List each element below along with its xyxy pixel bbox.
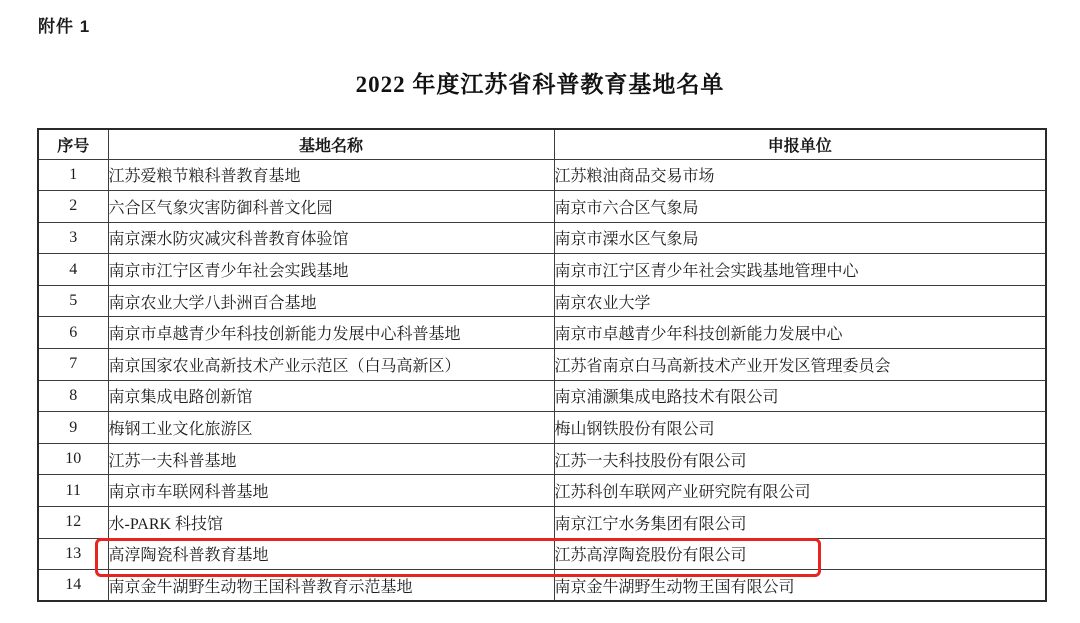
row-index: 11	[38, 475, 108, 507]
row-index: 6	[38, 317, 108, 349]
table-row	[38, 317, 1046, 349]
declaring-unit: 梅山钢铁股份有限公司	[554, 412, 1046, 444]
base-name: 南京市卓越青少年科技创新能力发展中心科普基地	[108, 317, 554, 349]
table-row	[38, 254, 1046, 286]
table-row	[38, 222, 1046, 254]
declaring-unit: 江苏一夫科技股份有限公司	[554, 443, 1046, 475]
declaring-unit: 南京市卓越青少年科技创新能力发展中心	[554, 317, 1046, 349]
declaring-unit: 南京市六合区气象局	[554, 191, 1046, 223]
document-title: 2022 年度江苏省科普教育基地名单	[355, 72, 725, 97]
table-row	[38, 349, 1046, 381]
table-row	[38, 380, 1046, 412]
header-cell-declaring-unit: 申报单位	[554, 129, 1046, 159]
base-list-table	[37, 128, 1047, 602]
row-index: 12	[38, 507, 108, 539]
row-index: 1	[38, 159, 108, 191]
base-name: 江苏一夫科普基地	[108, 443, 554, 475]
declaring-unit: 南京江宁水务集团有限公司	[554, 507, 1046, 539]
base-name: 南京国家农业高新技术产业示范区（白马高新区）	[108, 349, 554, 381]
table-row	[38, 191, 1046, 223]
declaring-unit: 江苏科创车联网产业研究院有限公司	[554, 475, 1046, 507]
base-name: 江苏爱粮节粮科普教育基地	[108, 159, 554, 191]
base-name: 六合区气象灾害防御科普文化园	[108, 191, 554, 223]
base-name: 水-PARK 科技馆	[108, 507, 554, 539]
row-index: 3	[38, 222, 108, 254]
row-index: 10	[38, 443, 108, 475]
header-cell-base-name: 基地名称	[108, 129, 554, 159]
table-row	[38, 570, 1046, 602]
declaring-unit: 南京农业大学	[554, 285, 1046, 317]
table-row-highlighted	[38, 538, 1046, 570]
base-name: 南京农业大学八卦洲百合基地	[108, 285, 554, 317]
table-row	[38, 159, 1046, 191]
declaring-unit: 江苏省南京白马高新技术产业开发区管理委员会	[554, 349, 1046, 381]
row-index: 5	[38, 285, 108, 317]
declaring-unit: 江苏粮油商品交易市场	[554, 159, 1046, 191]
declaring-unit: 南京浦灏集成电路技术有限公司	[554, 380, 1046, 412]
header-cell-index: 序号	[38, 129, 108, 159]
base-name: 南京市江宁区青少年社会实践基地	[108, 254, 554, 286]
attachment-label: 附件 1	[38, 17, 91, 36]
base-name: 高淳陶瓷科普教育基地	[108, 538, 554, 570]
base-name: 梅钢工业文化旅游区	[108, 412, 554, 444]
row-index: 2	[38, 191, 108, 223]
row-index: 7	[38, 349, 108, 381]
row-index: 13	[38, 538, 108, 570]
base-name: 南京金牛湖野生动物王国科普教育示范基地	[108, 570, 554, 602]
table-row	[38, 443, 1046, 475]
declaring-unit: 江苏高淳陶瓷股份有限公司	[554, 538, 1046, 570]
row-index: 8	[38, 380, 108, 412]
declaring-unit: 南京金牛湖野生动物王国有限公司	[554, 570, 1046, 602]
table-row	[38, 507, 1046, 539]
base-name: 南京集成电路创新馆	[108, 380, 554, 412]
table-row	[38, 475, 1046, 507]
row-index: 4	[38, 254, 108, 286]
declaring-unit: 南京市江宁区青少年社会实践基地管理中心	[554, 254, 1046, 286]
declaring-unit: 南京市溧水区气象局	[554, 222, 1046, 254]
base-name: 南京溧水防灾减灾科普教育体验馆	[108, 222, 554, 254]
table-row	[38, 412, 1046, 444]
row-index: 9	[38, 412, 108, 444]
row-index: 14	[38, 570, 108, 602]
base-name: 南京市车联网科普基地	[108, 475, 554, 507]
table-header-row	[38, 129, 1046, 159]
table-row	[38, 285, 1046, 317]
